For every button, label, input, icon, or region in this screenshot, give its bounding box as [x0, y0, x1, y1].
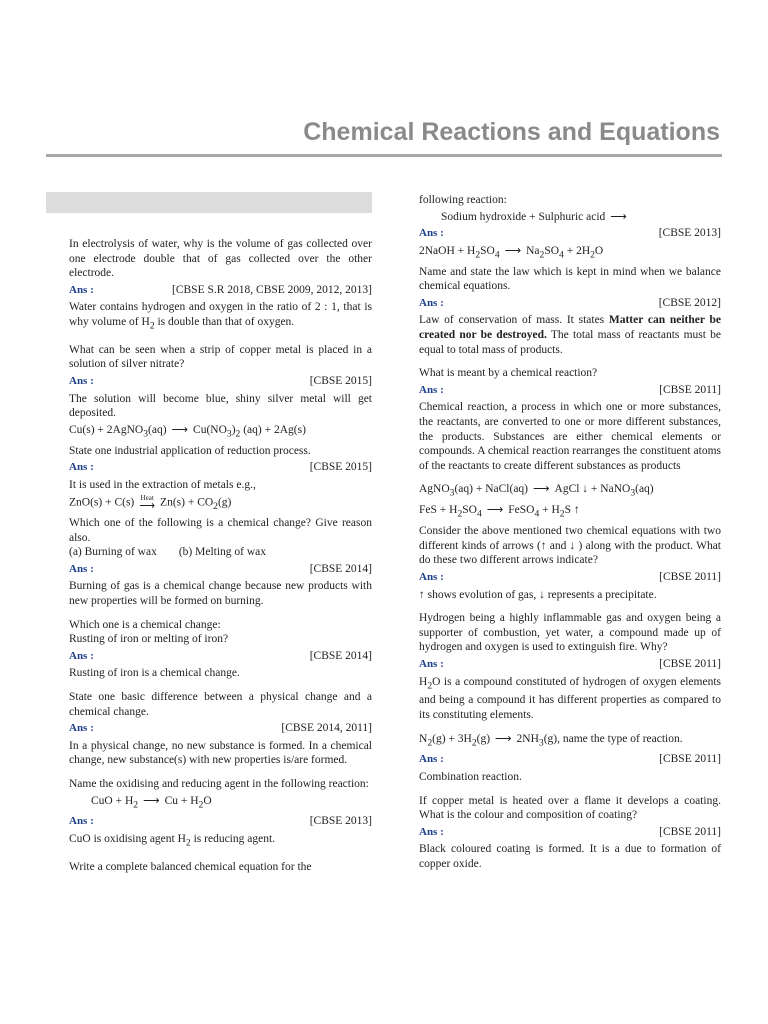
option-b: (b) Melting of wax [178, 546, 267, 559]
answer-header-11 [419, 570, 721, 585]
answer-14: Black coloured coating is formed. It is a due to formation of copper oxide. [419, 843, 721, 871]
question-10: What is meant by a chemical reaction? [419, 367, 598, 380]
answer-13: Combination reaction. [419, 771, 522, 784]
exam-reference: [CBSE 2012] [658, 296, 721, 309]
question-6: State one basic difference between a physical change and a chemical change. [69, 690, 372, 718]
equation-naoh-h2so4: 2NaOH + $H_2SO_4$ ⟶ $Na_2SO_4 + 2H_2O$ [419, 244, 604, 261]
reaction-arrow-icon: ⟶ [533, 483, 550, 496]
exam-reference: [CBSE 2014, 2011] [281, 722, 372, 735]
question-7: Name the oxidising and reducing agent in the following reaction: [69, 777, 369, 790]
reaction-arrow-icon: ⟶ [486, 504, 504, 517]
question-3: State one industrial application of reduction process. [69, 444, 311, 457]
question-2: What can be seen when a strip of copper metal is placed in a solution of silver nitrate? [69, 343, 372, 371]
exam-reference: [CBSE 2011] [659, 753, 721, 766]
exam-reference: [CBSE S.R 2018, CBSE 2009, 2012, 2013] [172, 283, 372, 296]
ans-label: Ans : [419, 296, 444, 309]
ans-label: Ans : [69, 722, 94, 735]
page-title: Chemical Reactions and Equations [303, 118, 720, 146]
question-13: $N_2(g) + 3H_2(g)$ ⟶ $2NH_3(g)$, name the type of reaction. [419, 732, 683, 748]
right-column [419, 193, 721, 872]
question-9: Name and state the law which is kept in mind when we balance chemical equations. [419, 265, 721, 293]
question-8-start: Write a complete balanced chemical equation for the [69, 860, 312, 873]
answer-11: ↑ shows evolution of gas, ↓ represents a precipitate. [419, 588, 657, 601]
ans-label: Ans : [69, 375, 94, 388]
question-1: In electrolysis of water, why is the volume of gas collected over one electrode double that of gas collected over the other electrode. [69, 238, 372, 280]
ans-label: Ans : [419, 570, 444, 583]
answer-1: Water contains hydrogen and oxygen in the ratio of 2 : 1, that is why volume of $H_2$ is double than that of oxygen. [69, 301, 372, 332]
answer-4: Burning of gas is a chemical change because new products with new properties will be formed on burning. [69, 580, 372, 607]
question-11: Consider the above mentioned two chemical equations with two different kinds of arrows (↑ and ↓ ) along with the product. What do these two different arrows indicate? [419, 525, 721, 567]
exam-reference: [CBSE 2011] [659, 570, 721, 583]
exam-reference: [CBSE 2014] [309, 649, 372, 662]
exam-reference: [CBSE 2013] [309, 815, 372, 828]
exam-reference: [CBSE 2011] [659, 657, 721, 670]
reaction-arrow-icon: ⟶ [171, 423, 189, 436]
answer-9: Law of conservation of mass. It states Matter can neither be created nor be destroyed. The total mass of reactants must be equal to total mass of products. [419, 314, 721, 356]
answer-2: The solution will become blue, shiny silver metal will get deposited. [69, 392, 372, 420]
answer-header-3 [69, 460, 372, 475]
answer-3: It is used in the extraction of metals e.g., [69, 478, 256, 491]
ans-label: Ans : [69, 461, 94, 474]
answer-header-8 [419, 226, 721, 241]
question-5-line-2: Rusting of iron or melting of iron? [69, 633, 229, 646]
word-equation: Sodium hydroxide + Sulphuric acid ⟶ [441, 210, 627, 223]
answer-header-9 [419, 296, 721, 311]
answer-header-2 [69, 374, 372, 389]
ans-label: Ans : [419, 227, 444, 240]
section-banner [46, 192, 372, 213]
ans-label: Ans : [419, 657, 444, 670]
ans-label: Ans : [69, 562, 94, 575]
answer-header-14 [419, 825, 721, 840]
question-4-options [69, 545, 372, 560]
reaction-arrow-icon: ⟶ [143, 794, 160, 807]
answer-5: Rusting of iron is a chemical change. [69, 667, 240, 680]
left-column [69, 237, 372, 875]
question-5-line-1: Which one is a chemical change: [69, 618, 221, 631]
heat-arrow-icon: Heat ⟶ [139, 493, 156, 512]
answer-header-13 [419, 752, 721, 767]
answer-header-10 [419, 383, 721, 398]
equation-copper-silver: Cu(s) + 2AgNO$_3$(aq) ⟶ $Cu(NO_3)_2$ (aq) + 2Ag(s) [69, 423, 306, 440]
answer-6: In a physical change, no new substance is formed. In a chemical change, new substance(s) with new properties is/are formed. [69, 739, 372, 767]
answer-12: $H_2O$ is a compound constituted of hydrogen of oxygen elements and being a compound it has different properties as compared to its constituting elements. [419, 675, 721, 721]
exam-reference: [CBSE 2011] [659, 383, 721, 396]
answer-10: Chemical reaction, a process in which one or more substances, the reactants, are converted to one or more different substances, the products. Substances are either chemical elements or compounds. A chemical reaction rearranges the constituent atoms of the reactants to create different substances as products [419, 401, 721, 472]
equation-fes-h2so4: FeS + $H_2SO_4$ ⟶ FeSO$_4$ + $H_2S$ ↑ [419, 504, 580, 520]
answer-header-12 [419, 657, 721, 672]
reaction-arrow-icon: ⟶ [610, 210, 627, 223]
reaction-arrow-icon: ⟶ [504, 244, 522, 257]
option-a: (a) Burning of wax [69, 546, 157, 559]
equation-zinc-reduction: ZnO(s) + C(s) Heat ⟶ $Zn(s) + CO_2(g)$ [69, 493, 232, 512]
question-14: If copper metal is heated over a flame it develops a coating. What is the colour and composition of coating? [419, 794, 721, 822]
exam-reference: [CBSE 2014] [309, 562, 372, 575]
answer-header-5 [69, 649, 372, 664]
ans-label: Ans : [419, 825, 444, 838]
exam-reference: [CBSE 2011] [659, 825, 721, 838]
ans-label: Ans : [69, 283, 94, 296]
answer-header-1 [69, 283, 372, 298]
title-divider [46, 154, 722, 157]
equation-agno3-nacl: AgNO$_3$(aq) + NaCl(aq) ⟶ AgCl ↓ + NaNO$_3$(aq) [419, 483, 654, 499]
answer-header-4 [69, 562, 372, 577]
exam-reference: [CBSE 2015] [309, 375, 372, 388]
ans-label: Ans : [419, 383, 444, 396]
exam-reference: [CBSE 2013] [658, 227, 721, 240]
answer-7: CuO is oxidising agent $H_2$ is reducing agent. [69, 833, 276, 849]
answer-header-6 [69, 721, 372, 736]
question-8-continued: following reaction: [419, 194, 507, 206]
question-12: Hydrogen being a highly inflammable gas and oxygen being a supporter of combustion, yet water, a compound made up of hydrogen and oxygen is used to extinguish fire. Why? [419, 612, 721, 654]
ans-label: Ans : [419, 753, 444, 766]
answer-header-7 [69, 814, 372, 829]
ans-label: Ans : [69, 815, 94, 828]
ans-label: Ans : [69, 649, 94, 662]
exam-reference: [CBSE 2015] [309, 461, 372, 474]
question-4: Which one of the following is a chemical change? Give reason also. [69, 517, 372, 544]
reaction-arrow-icon: ⟶ [495, 732, 512, 745]
equation-cuo-h2: CuO + $H_2$ ⟶ $Cu + H_2O$ [91, 794, 212, 810]
